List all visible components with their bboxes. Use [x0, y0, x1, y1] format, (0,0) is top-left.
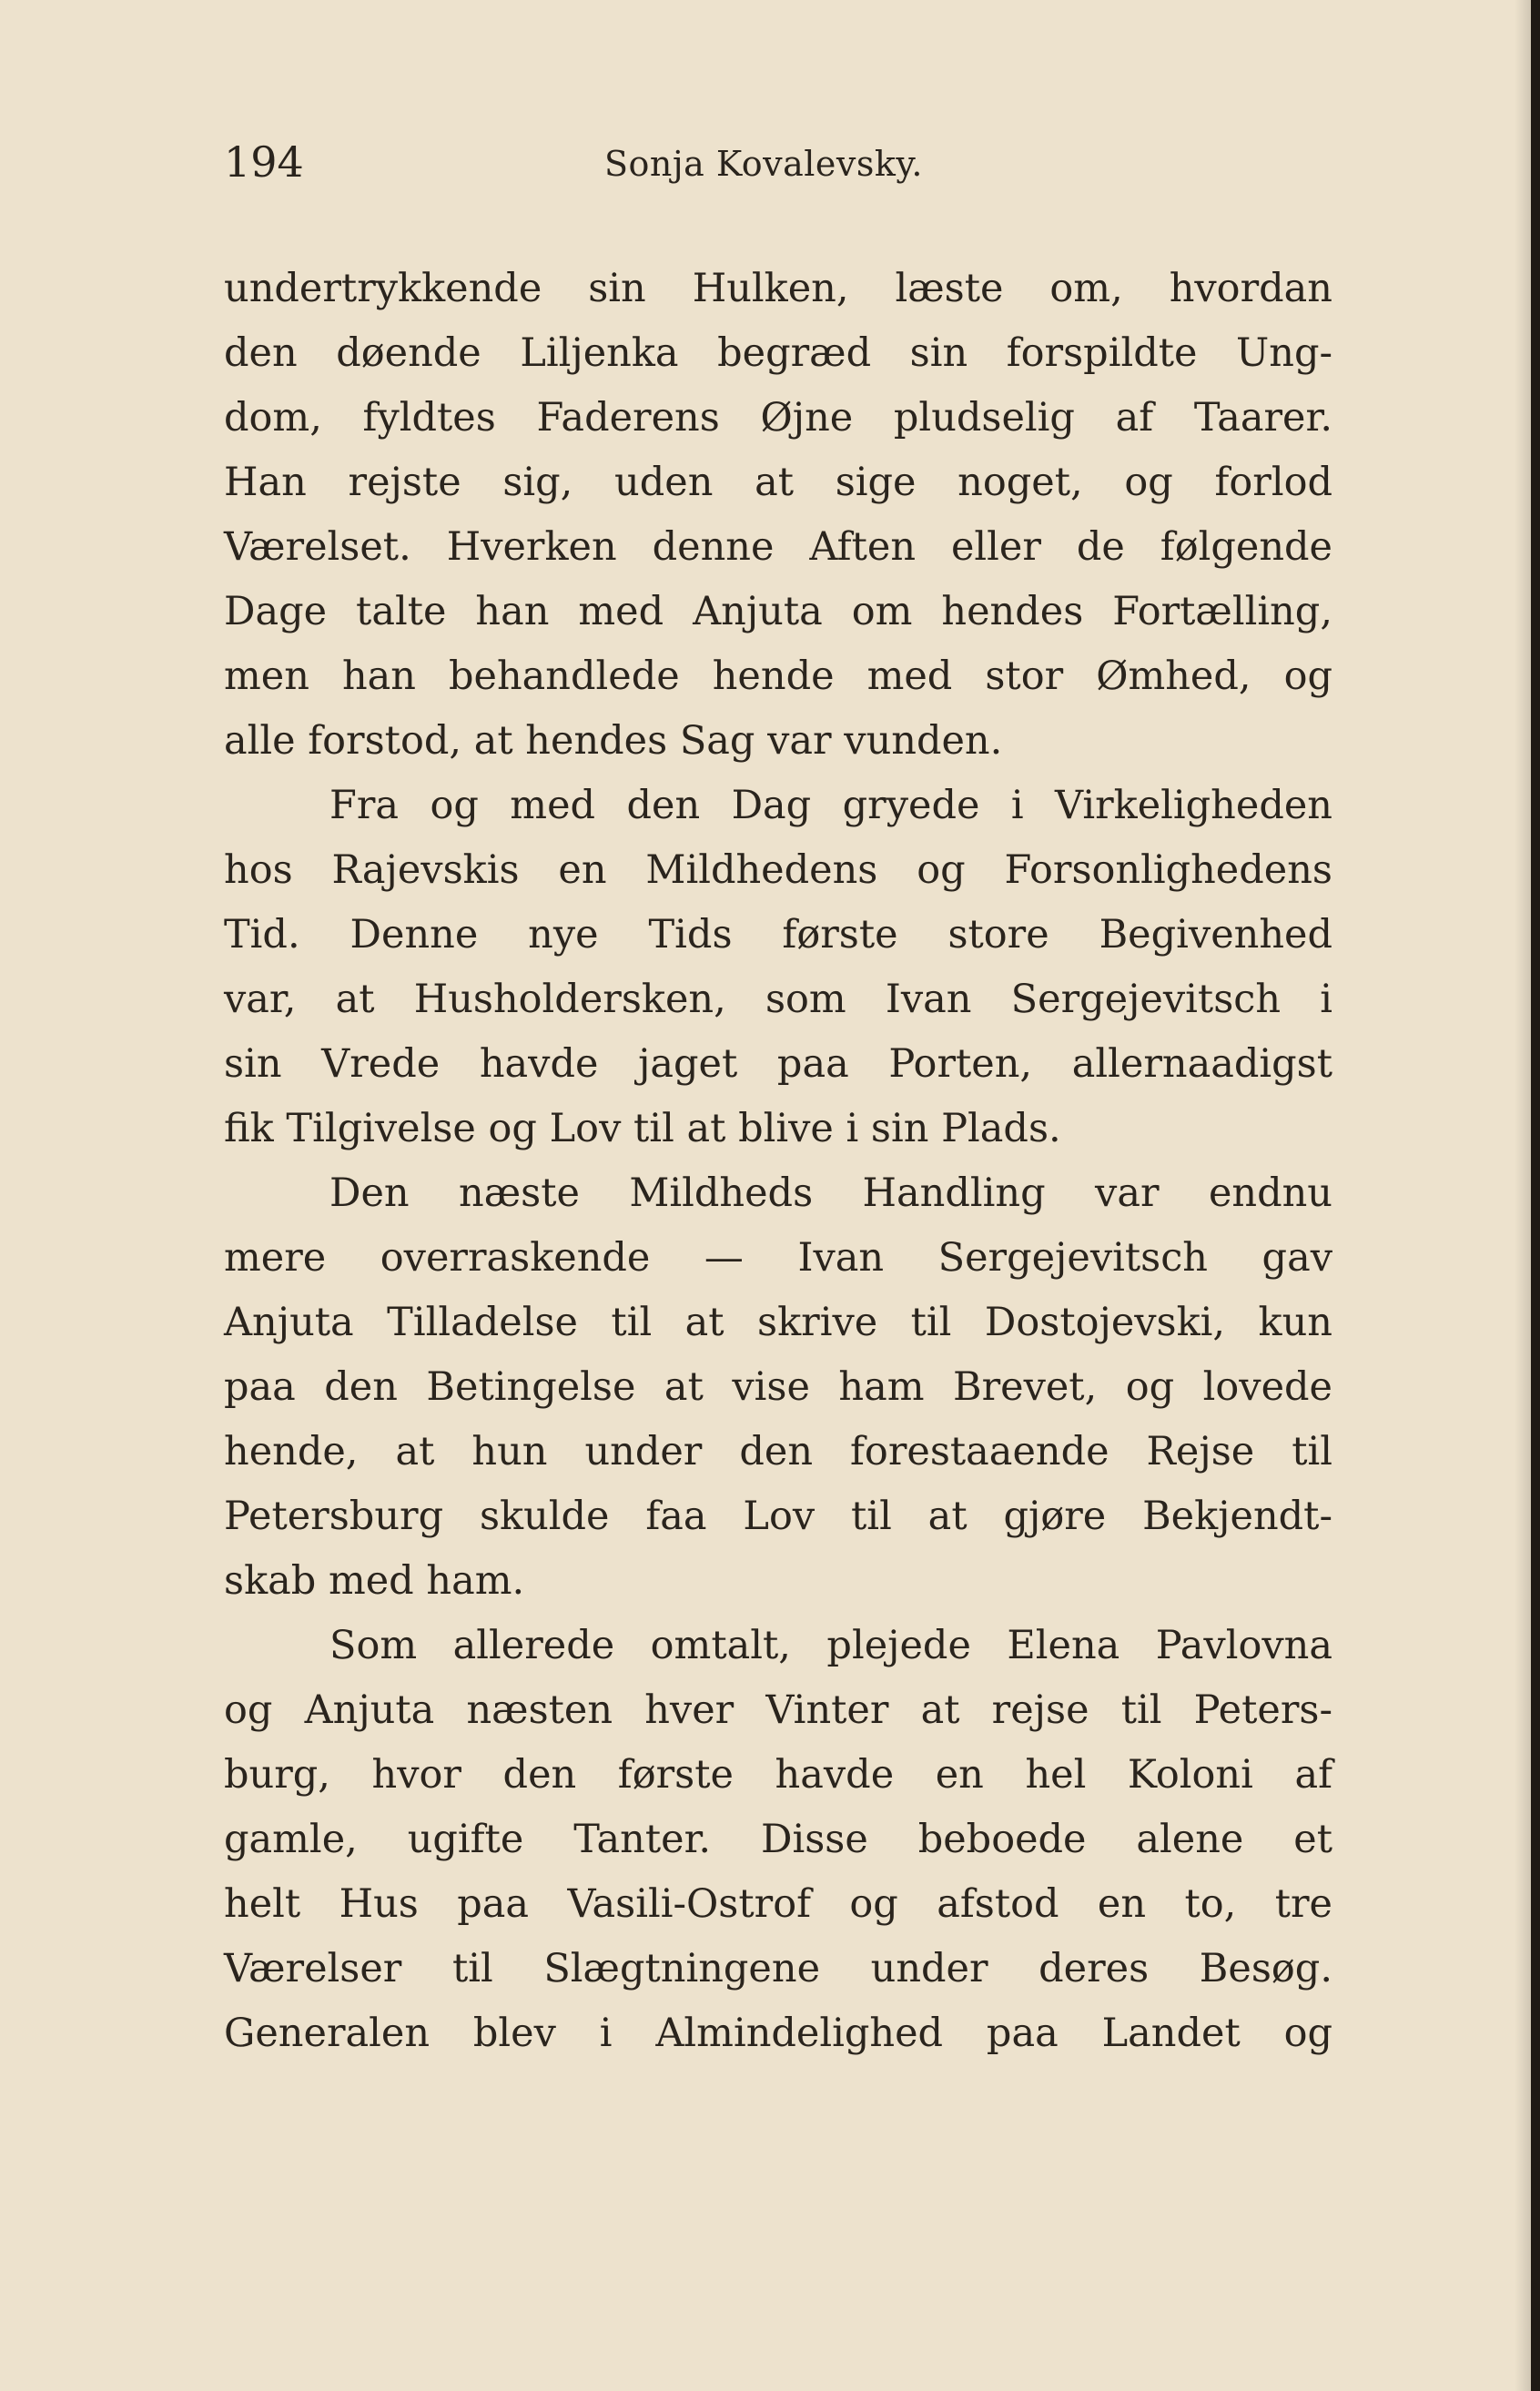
text-line: dom, fyldtes Faderens Øjne pludselig af Taarer.: [224, 395, 1332, 441]
text-line: Dage talte han med Anjuta om hendes Fortælling,: [224, 589, 1332, 634]
running-title: Sonja Kovalevsky.: [604, 144, 923, 184]
text-line: paa den Betingelse at vise ham Brevet, og lovede: [224, 1364, 1332, 1410]
text-line: sin Vrede havde jaget paa Porten, allernaadigst: [224, 1041, 1332, 1087]
text-line: hos Rajevskis en Mildhedens og Forsonlighedens: [224, 847, 1332, 893]
text-line: burg, hvor den første havde en hel Koloni af: [224, 1752, 1332, 1798]
text-line: Petersburg skulde faa Lov til at gjøre Bekjendt-: [224, 1494, 1332, 1539]
text-line: mere overraskende — Ivan Sergejevitsch gav: [224, 1235, 1332, 1281]
page-edge: [1531, 0, 1540, 2391]
text-line: og Anjuta næsten hver Vinter at rejse til Peters-: [224, 1687, 1332, 1733]
text-line: helt Hus paa Vasili-Ostrof og afstod en to, tre: [224, 1881, 1332, 1927]
text-line: Han rejste sig, uden at sige noget, og forlod: [224, 460, 1332, 505]
text-line: Den næste Mildheds Handling var endnu: [329, 1170, 1332, 1216]
text-line: Generalen blev i Almindelighed paa Landet og: [224, 2011, 1332, 2056]
paragraph: [224, 1614, 1332, 2066]
paragraph: [224, 774, 1332, 1161]
text-line: Værelset. Hverken denne Aften eller de følgende: [224, 524, 1332, 570]
page-number: 194: [224, 137, 304, 187]
text-body: [224, 257, 1332, 2066]
text-line: var, at Husholdersken, som Ivan Sergejevitsch i: [224, 977, 1332, 1022]
paragraph: [224, 1161, 1332, 1614]
text-line: undertrykkende sin Hulken, læste om, hvordan: [224, 266, 1332, 311]
text-line: alle forstod, at hendes Sag var vunden.: [224, 718, 1003, 764]
paragraph: [224, 257, 1332, 774]
text-line: Anjuta Tilladelse til at skrive til Dostojevski, kun: [224, 1300, 1332, 1345]
text-line: Tid. Denne nye Tids første store Begivenhed: [224, 912, 1332, 957]
text-line: men han behandlede hende med stor Ømhed, og: [224, 653, 1332, 699]
text-line: gamle, ugifte Tanter. Disse beboede alene et: [224, 1817, 1332, 1862]
text-line: Fra og med den Dag gryede i Virkeligheden: [329, 783, 1332, 828]
page-edge-shadow: [1515, 0, 1531, 2391]
text-line: fik Tilgivelse og Lov til at blive i sin Plads.: [224, 1106, 1061, 1151]
page-header: [224, 135, 1334, 189]
text-line: den døende Liljenka begræd sin forspildte Ung-: [224, 330, 1332, 376]
text-line: skab med ham.: [224, 1558, 525, 1604]
text-line: hende, at hun under den forestaaende Rejse til: [224, 1429, 1332, 1474]
text-line: Som allerede omtalt, plejede Elena Pavlovna: [329, 1623, 1332, 1668]
text-line: Værelser til Slægtningene under deres Besøg.: [224, 1946, 1332, 1991]
